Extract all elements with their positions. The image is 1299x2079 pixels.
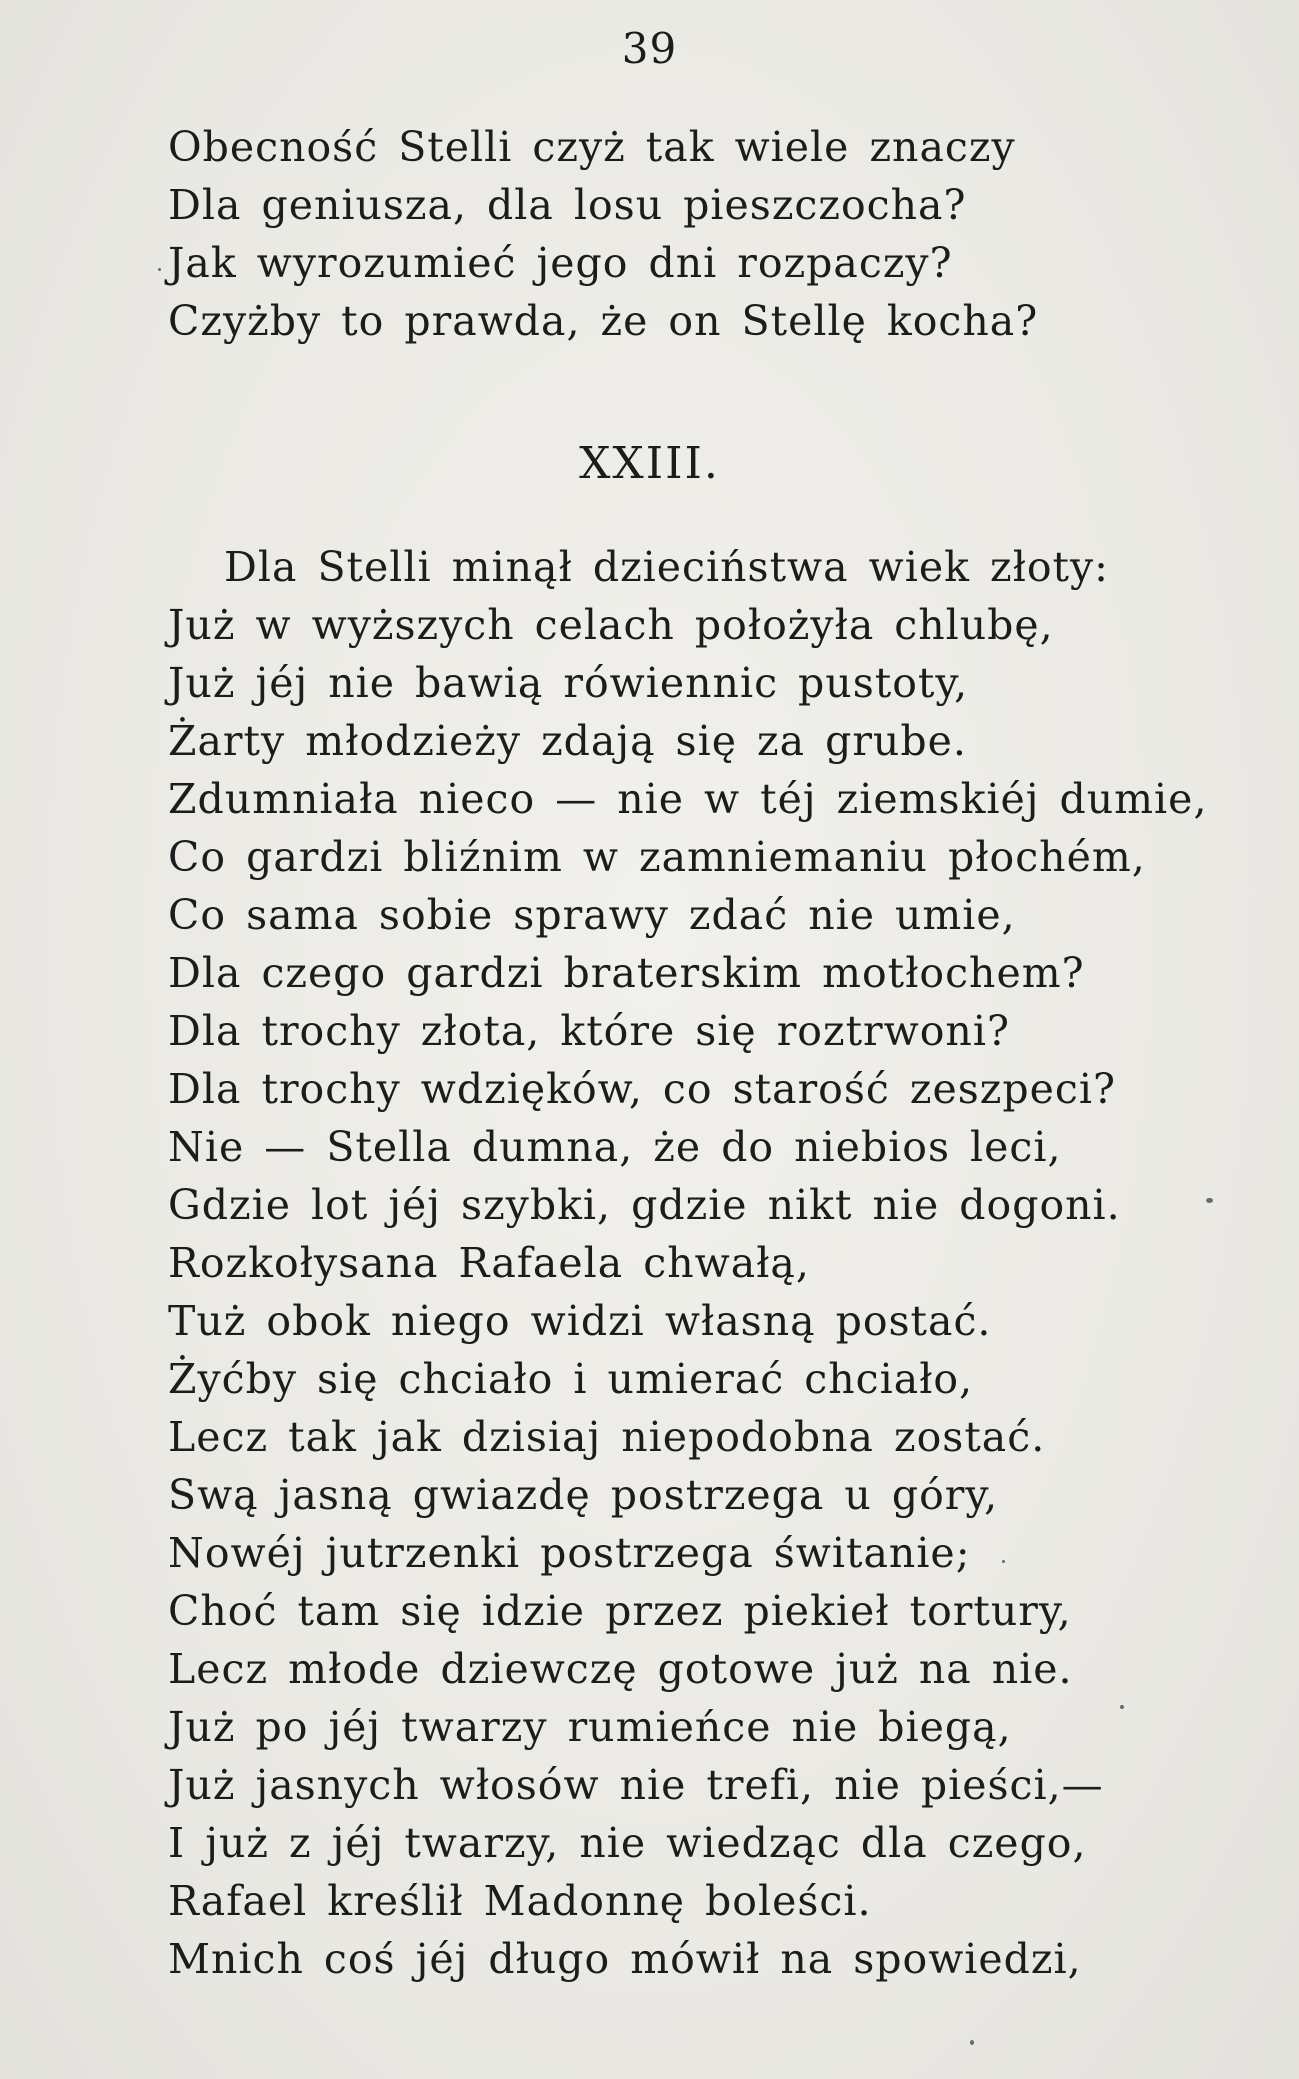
- verse-line: Dla czego gardzi braterskim motłochem?: [168, 949, 1085, 997]
- verse-line: Gdzie lot jéj szybki, gdzie nikt nie dogoni.: [168, 1181, 1121, 1229]
- page-number: 39: [621, 24, 678, 73]
- verse-line: Dla Stelli minął dzieciństwa wiek złoty:: [224, 543, 1109, 591]
- verse-line: I już z jéj twarzy, nie wiedząc dla czego,: [168, 1819, 1087, 1867]
- verse-line: Dla trochy złota, które się roztrwoni?: [168, 1007, 1010, 1055]
- verse-line: Nie — Stella dumna, że do niebios leci,: [168, 1123, 1062, 1171]
- verse-line: Nowéj jutrzenki postrzega świtanie;: [168, 1529, 971, 1577]
- verse-line: Jak wyrozumieć jego dni rozpaczy?: [168, 239, 953, 287]
- verse-line: Już po jéj twarzy rumieńce nie biegą,: [168, 1703, 1012, 1751]
- verse-line: Już w wyższych celach położyła chlubę,: [168, 601, 1054, 649]
- stanza-top: [168, 118, 1038, 350]
- paper-speck: [158, 268, 161, 271]
- paper-speck: [1002, 1560, 1005, 1563]
- verse-line: Zdumniała nieco — nie w téj ziemskiéj dumie,: [168, 775, 1208, 823]
- section-heading: XXIII.: [579, 438, 720, 489]
- paper-speck: [1206, 1198, 1213, 1203]
- paper-speck: [1120, 1705, 1124, 1709]
- verse-line: Żyćby się chciało i umierać chciało,: [168, 1355, 974, 1403]
- verse-line: Co gardzi bliźnim w zamniemaniu płochém,: [168, 833, 1146, 881]
- verse-line: Już jasnych włosów nie trefi, nie pieści,—: [168, 1761, 1104, 1809]
- verse-line: Lecz tak jak dzisiaj niepodobna zostać.: [168, 1413, 1046, 1461]
- verse-line: Już jéj nie bawią rówiennic pustoty,: [168, 659, 969, 707]
- verse-line: Czyżby to prawda, że on Stellę kocha?: [168, 297, 1039, 345]
- verse-line: Choć tam się idzie przez piekieł tortury,: [168, 1587, 1072, 1635]
- verse-line: Mnich coś jéj długo mówił na spowiedzi,: [168, 1935, 1082, 1983]
- verse-line: Rafael kreślił Madonnę boleści.: [168, 1877, 872, 1925]
- verse-line: Rozkołysana Rafaela chwałą,: [168, 1239, 810, 1287]
- verse-line: Swą jasną gwiazdę postrzega u góry,: [168, 1471, 999, 1519]
- paper-speck: [970, 2040, 974, 2045]
- verse-line: Co sama sobie sprawy zdać nie umie,: [168, 891, 1016, 939]
- verse-line: Obecność Stelli czyż tak wiele znaczy: [168, 123, 1016, 171]
- verse-line: Lecz młode dziewczę gotowe już na nie.: [168, 1645, 1073, 1693]
- stanza-main: [168, 538, 1207, 1988]
- verse-line: Tuż obok niego widzi własną postać.: [168, 1297, 992, 1345]
- verse-line: Dla geniusza, dla losu pieszczocha?: [168, 181, 967, 229]
- verse-line: Dla trochy wdzięków, co starość zeszpeci?: [168, 1065, 1116, 1113]
- verse-line: Żarty młodzieży zdają się za grube.: [168, 717, 967, 765]
